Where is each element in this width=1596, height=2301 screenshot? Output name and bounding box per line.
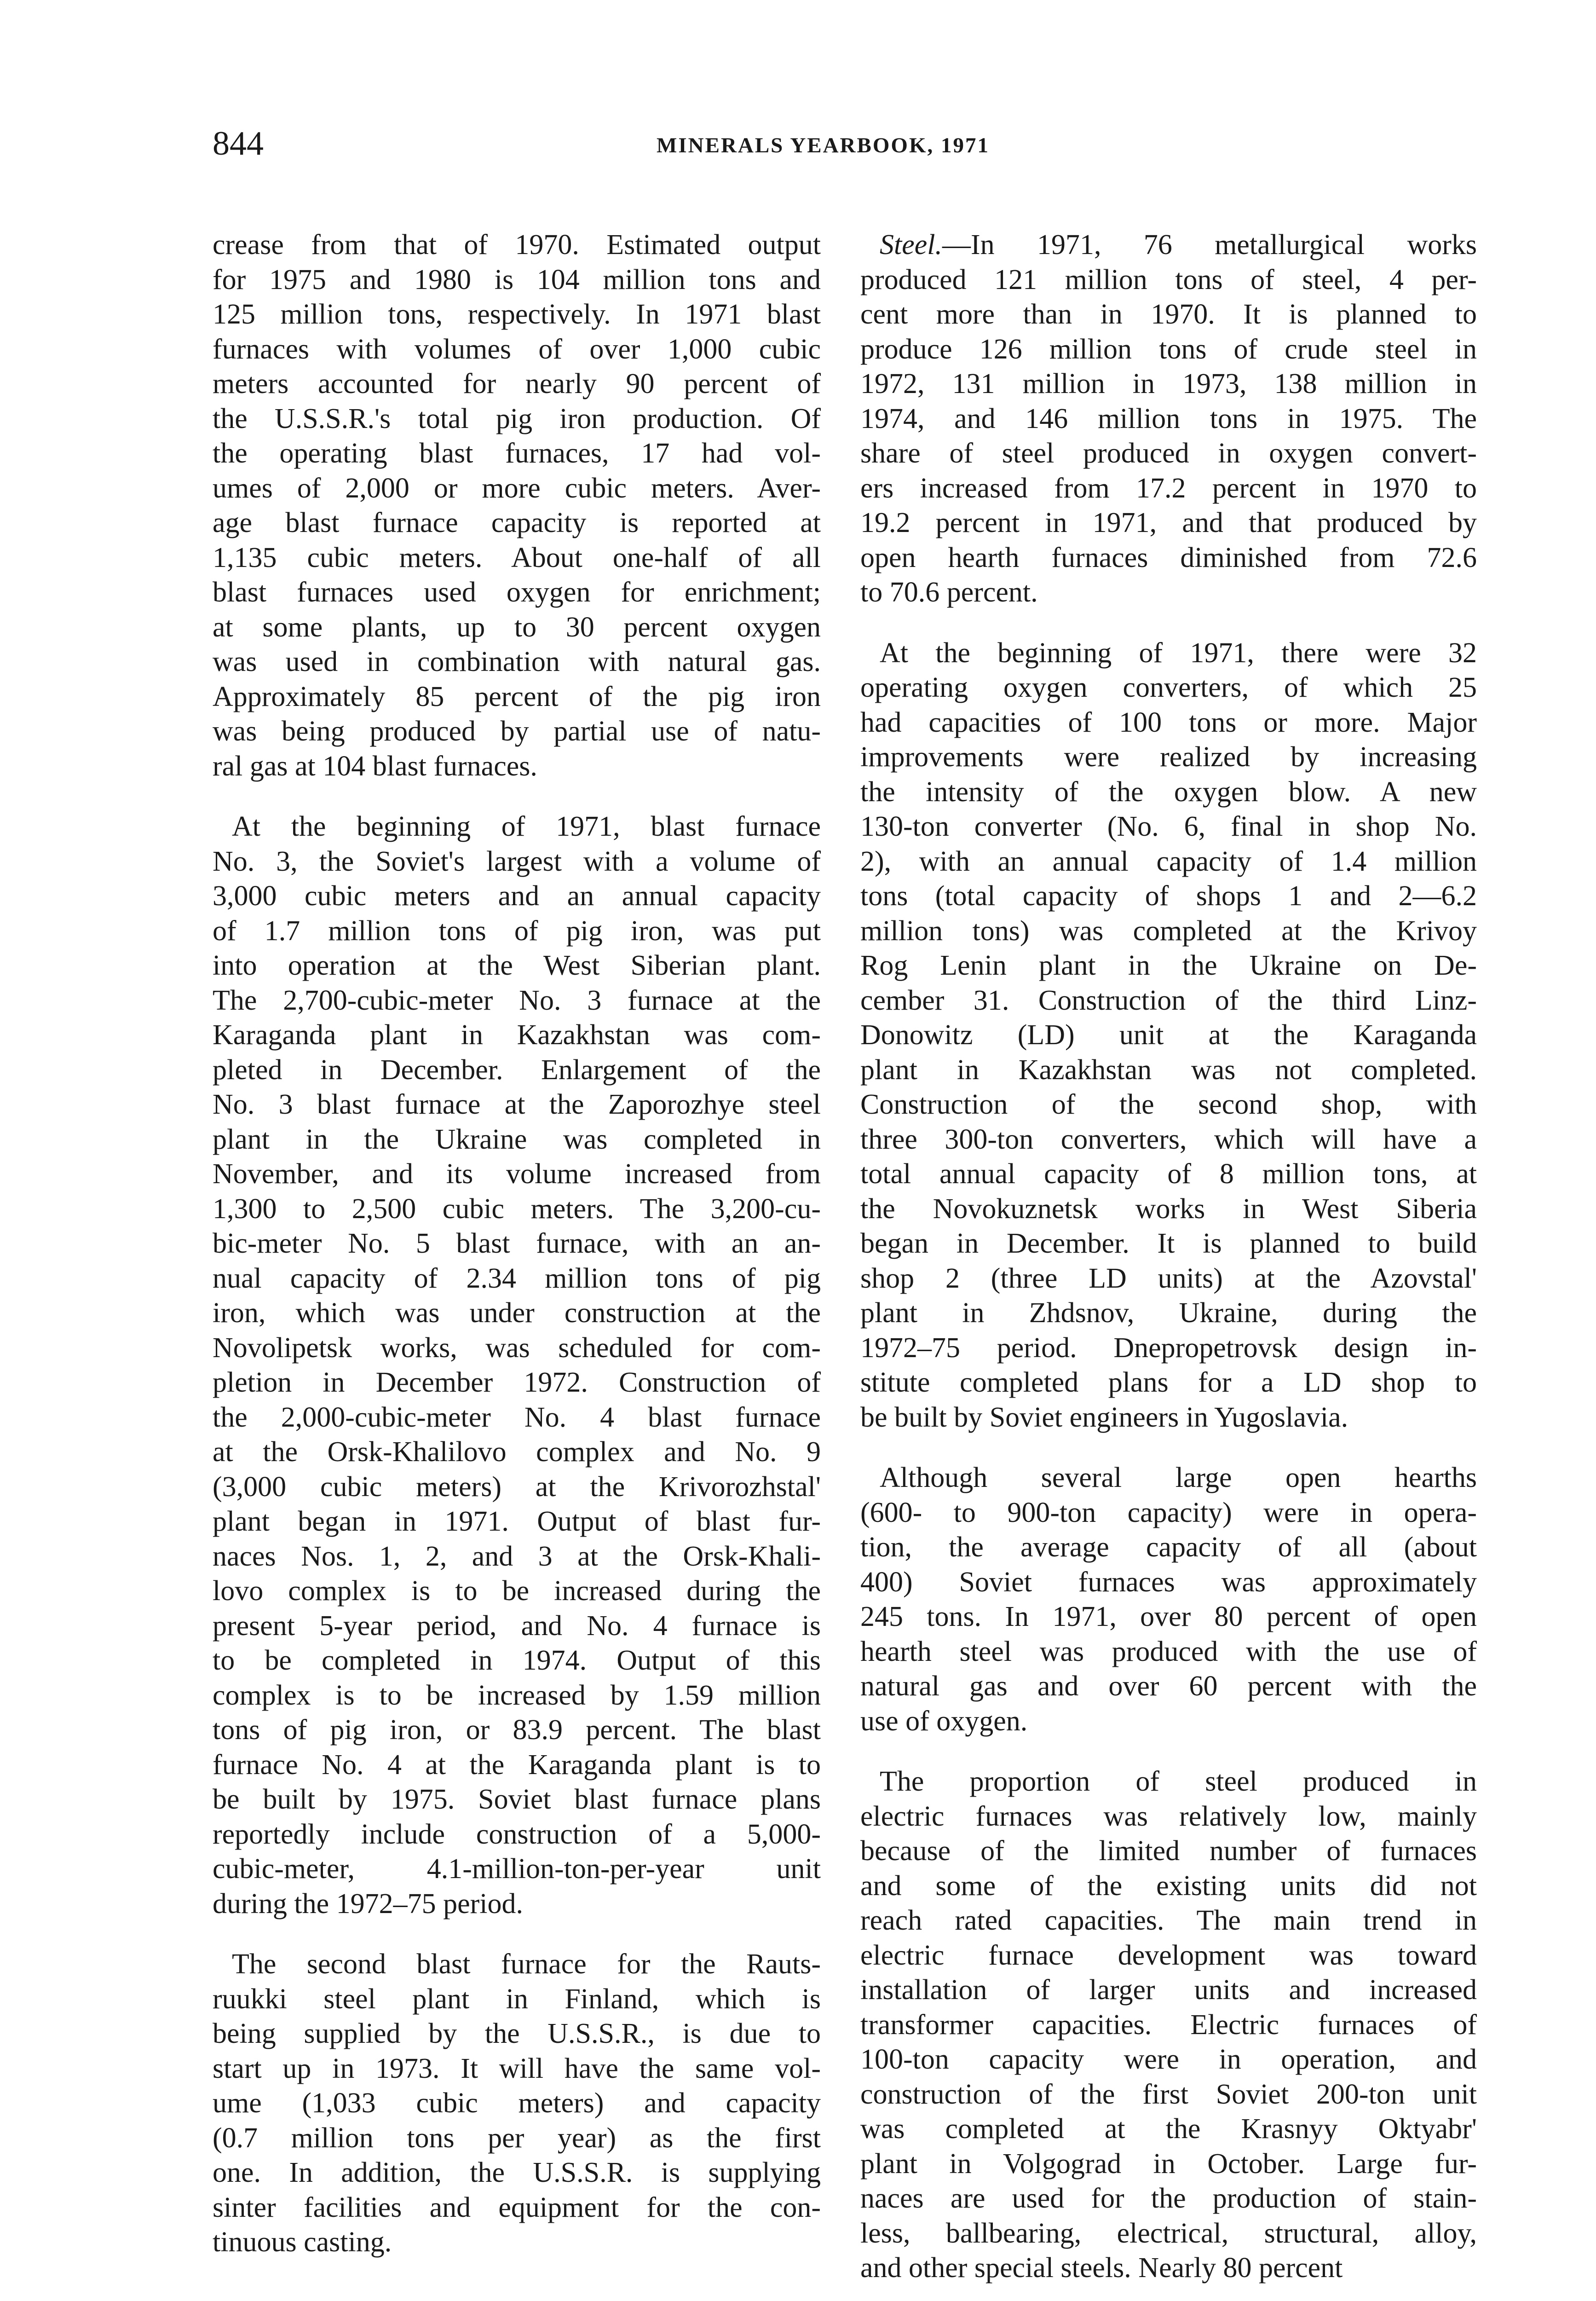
text-line: umes of 2,000 or more cubic meters. Aver- (213, 472, 821, 504)
text-line: 1,300 to 2,500 cubic meters. The 3,200-cu- (213, 1193, 821, 1225)
text-line: complex is to be increased by 1.59 million (213, 1679, 821, 1711)
right-column-paragraph (860, 636, 1477, 1435)
text-line: at the Orsk-Khalilovo complex and No. 9 (213, 1436, 821, 1468)
text-line: less, ballbearing, electrical, structural, alloy, (860, 2217, 1477, 2249)
text-line: reach rated capacities. The main trend in (860, 1905, 1477, 1936)
run-in-heading: Steel. (880, 229, 942, 260)
text-line: crease from that of 1970. Estimated output (213, 229, 821, 260)
text-line: hearth steel was produced with the use of (860, 1636, 1477, 1667)
text-line: (600- to 900-ton capacity) were in opera- (860, 1497, 1477, 1528)
text-line: three 300-ton converters, which will have a (860, 1123, 1477, 1155)
text-line: blast furnaces used oxygen for enrichment; (213, 577, 821, 608)
text-line: natural gas and over 60 percent with the (860, 1671, 1477, 1702)
text-line (860, 228, 1477, 263)
text-line: tons (total capacity of shops 1 and 2—6.2 (860, 880, 1477, 912)
text-line: naces are used for the production of stain- (860, 2183, 1477, 2214)
text-line: pletion in December 1972. Construction of (213, 1367, 821, 1398)
text-line: share of steel produced in oxygen convert- (860, 438, 1477, 469)
text-line: because of the limited number of furnaces (860, 1835, 1477, 1867)
right-column (860, 228, 1477, 2301)
text-line: (3,000 cubic meters) at the Krivorozhstal' (213, 1471, 821, 1503)
text-line: had capacities of 100 tons or more. Major (860, 706, 1477, 738)
text-line: Approximately 85 percent of the pig iron (213, 681, 821, 712)
text-line: start up in 1973. It will have the same vol- (213, 2052, 821, 2084)
text-line: produced 121 million tons of steel, 4 per- (860, 264, 1477, 295)
text-line: ers increased from 17.2 percent in 1970 to (860, 472, 1477, 504)
text-line: naces Nos. 1, 2, and 3 at the Orsk-Khali- (213, 1540, 821, 1572)
right-column-paragraph (860, 1764, 1477, 2286)
text-line: The 2,700-cubic-meter No. 3 furnace at the (213, 984, 821, 1016)
text-line: Novolipetsk works, was scheduled for com- (213, 1332, 821, 1364)
text-line: one. In addition, the U.S.S.R. is supplying (213, 2157, 821, 2188)
text-line: November, and its volume increased from (213, 1158, 821, 1190)
text-line: the intensity of the oxygen blow. A new (860, 776, 1477, 808)
text-line: tion, the average capacity of all (about (860, 1532, 1477, 1563)
text-line: produce 126 million tons of crude steel in (860, 333, 1477, 365)
text-line: open hearth furnaces diminished from 72.6 (860, 542, 1477, 573)
text-line: 1972, 131 million in 1973, 138 million in (860, 368, 1477, 399)
text-line: be built by 1975. Soviet blast furnace plans (213, 1784, 821, 1815)
text-line: electric furnace development was toward (860, 1939, 1477, 1971)
text-line: bic-meter No. 5 blast furnace, with an an- (213, 1228, 821, 1259)
right-column-paragraph (860, 1461, 1477, 1739)
page-number: 844 (213, 125, 264, 162)
text-line: 1,135 cubic meters. About one-half of all (213, 542, 821, 573)
text-line: installation of larger units and increased (860, 1974, 1477, 2006)
text-line: 1972–75 period. Dnepropetrovsk design in- (860, 1332, 1477, 1364)
text-line: 245 tons. In 1971, over 80 percent of open (860, 1601, 1477, 1632)
text-line: tinuous casting. (213, 2226, 392, 2258)
text-line: at some plants, up to 30 percent oxygen (213, 611, 821, 643)
text-line: million tons) was completed at the Krivoy (860, 915, 1477, 947)
text-line: plant in the Ukraine was completed in (213, 1123, 821, 1155)
text-line: the U.S.S.R.'s total pig iron production. Of (213, 403, 821, 434)
text-line: was used in combination with natural gas. (213, 646, 821, 677)
text-line: to 70.6 percent. (860, 577, 1038, 608)
text-line: being supplied by the U.S.S.R., is due to (213, 2018, 821, 2049)
text-line: construction of the first Soviet 200-ton unit (860, 2078, 1477, 2110)
text-line: the operating blast furnaces, 17 had vol- (213, 438, 821, 469)
text-line: Construction of the second shop, with (860, 1089, 1477, 1120)
text-line: cubic-meter, 4.1-million-ton-per-year unit (213, 1853, 821, 1885)
text-line: 1974, and 146 million tons in 1975. The (860, 403, 1477, 434)
text-line-content: —In 1971, 76 metallurgical works (942, 229, 1477, 260)
page-header (213, 127, 1496, 177)
text-line: into operation at the West Siberian plant. (213, 950, 821, 981)
text-line: 2), with an annual capacity of 1.4 million (860, 845, 1477, 877)
left-column (213, 228, 821, 2286)
text-line: 19.2 percent in 1971, and that produced by (860, 507, 1477, 538)
text-line: improvements were realized by increasing (860, 741, 1477, 773)
text-line: cember 31. Construction of the third Linz- (860, 984, 1477, 1016)
text-line: The proportion of steel produced in (880, 1766, 1477, 1797)
text-line: operating oxygen converters, of which 25 (860, 672, 1477, 703)
text-line: be built by Soviet engineers in Yugoslavia. (860, 1401, 1348, 1433)
text-line: The second blast furnace for the Rauts- (232, 1948, 821, 1980)
text-line: total annual capacity of 8 million tons, at (860, 1158, 1477, 1190)
text-line: use of oxygen. (860, 1705, 1028, 1737)
text-line: for 1975 and 1980 is 104 million tons and (213, 264, 821, 295)
text-line: plant in Volgograd in October. Large fur- (860, 2148, 1477, 2180)
text-line: pleted in December. Enlargement of the (213, 1054, 821, 1086)
text-line: Rog Lenin plant in the Ukraine on De- (860, 950, 1477, 981)
text-line: stitute completed plans for a LD shop to (860, 1367, 1477, 1398)
text-line: Donowitz (LD) unit at the Karaganda (860, 1019, 1477, 1051)
text-line: At the beginning of 1971, there were 32 (880, 637, 1477, 669)
text-line: iron, which was under construction at the (213, 1297, 821, 1329)
text-line: 3,000 cubic meters and an annual capacity (213, 880, 821, 912)
text-line: 100-ton capacity were in operation, and (860, 2044, 1477, 2075)
text-line: nual capacity of 2.34 million tons of pig (213, 1262, 821, 1294)
running-head: MINERALS YEARBOOK, 1971 (657, 133, 990, 157)
text-line: Although several large open hearths (880, 1462, 1477, 1493)
text-line: the 2,000-cubic-meter No. 4 blast furnace (213, 1401, 821, 1433)
text-line: tons of pig iron, or 83.9 percent. The blast (213, 1714, 821, 1746)
text-line: At the beginning of 1971, blast furnace (232, 811, 821, 842)
text-line: was being produced by partial use of natu- (213, 716, 821, 747)
text-line: plant in Kazakhstan was not completed. (860, 1054, 1477, 1086)
text-line: furnace No. 4 at the Karaganda plant is to (213, 1749, 821, 1781)
text-line: the Novokuznetsk works in West Siberia (860, 1193, 1477, 1225)
left-column-paragraph (213, 809, 821, 1921)
text-line: sinter facilities and equipment for the con- (213, 2191, 821, 2223)
text-line: No. 3 blast furnace at the Zaporozhye steel (213, 1089, 821, 1120)
text-line: ruukki steel plant in Finland, which is (213, 1983, 821, 2015)
text-line: of 1.7 million tons of pig iron, was put (213, 915, 821, 947)
left-column-paragraph (213, 1947, 821, 2260)
text-line: was completed at the Krasnyy Oktyabr' (860, 2113, 1477, 2145)
right-column-paragraph (860, 228, 1477, 610)
text-line: 130-ton converter (No. 6, final in shop No. (860, 811, 1477, 842)
text-line: plant began in 1971. Output of blast fur- (213, 1506, 821, 1537)
text-line: reportedly include construction of a 5,000- (213, 1818, 821, 1850)
text-line: ral gas at 104 blast furnaces. (213, 750, 537, 782)
text-line: cent more than in 1970. It is planned to (860, 299, 1477, 330)
text-line: furnaces with volumes of over 1,000 cubic (213, 333, 821, 365)
text-line: lovo complex is to be increased during the (213, 1575, 821, 1607)
left-column-paragraph (213, 228, 821, 784)
text-line: during the 1972–75 period. (213, 1888, 524, 1919)
text-line: 400) Soviet furnaces was approximately (860, 1566, 1477, 1598)
text-line: ume (1,033 cubic meters) and capacity (213, 2087, 821, 2119)
text-line: electric furnaces was relatively low, mainly (860, 1800, 1477, 1832)
text-line: to be completed in 1974. Output of this (213, 1645, 821, 1676)
text-line: (0.7 million tons per year) as the first (213, 2122, 821, 2154)
text-line: meters accounted for nearly 90 percent of (213, 368, 821, 399)
text-line: shop 2 (three LD units) at the Azovstal' (860, 1262, 1477, 1294)
text-line: plant in Zhdsnov, Ukraine, during the (860, 1297, 1477, 1329)
text-line: 125 million tons, respectively. In 1971 blast (213, 299, 821, 330)
text-line: No. 3, the Soviet's largest with a volume of (213, 845, 821, 877)
text-line: Karaganda plant in Kazakhstan was com- (213, 1019, 821, 1051)
text-line: present 5-year period, and No. 4 furnace is (213, 1610, 821, 1642)
text-line: began in December. It is planned to build (860, 1228, 1477, 1259)
text-line: transformer capacities. Electric furnaces of (860, 2009, 1477, 2041)
text-line: and some of the existing units did not (860, 1870, 1477, 1902)
text-line: age blast furnace capacity is reported at (213, 507, 821, 538)
text-line: and other special steels. Nearly 80 percent (860, 2252, 1343, 2284)
